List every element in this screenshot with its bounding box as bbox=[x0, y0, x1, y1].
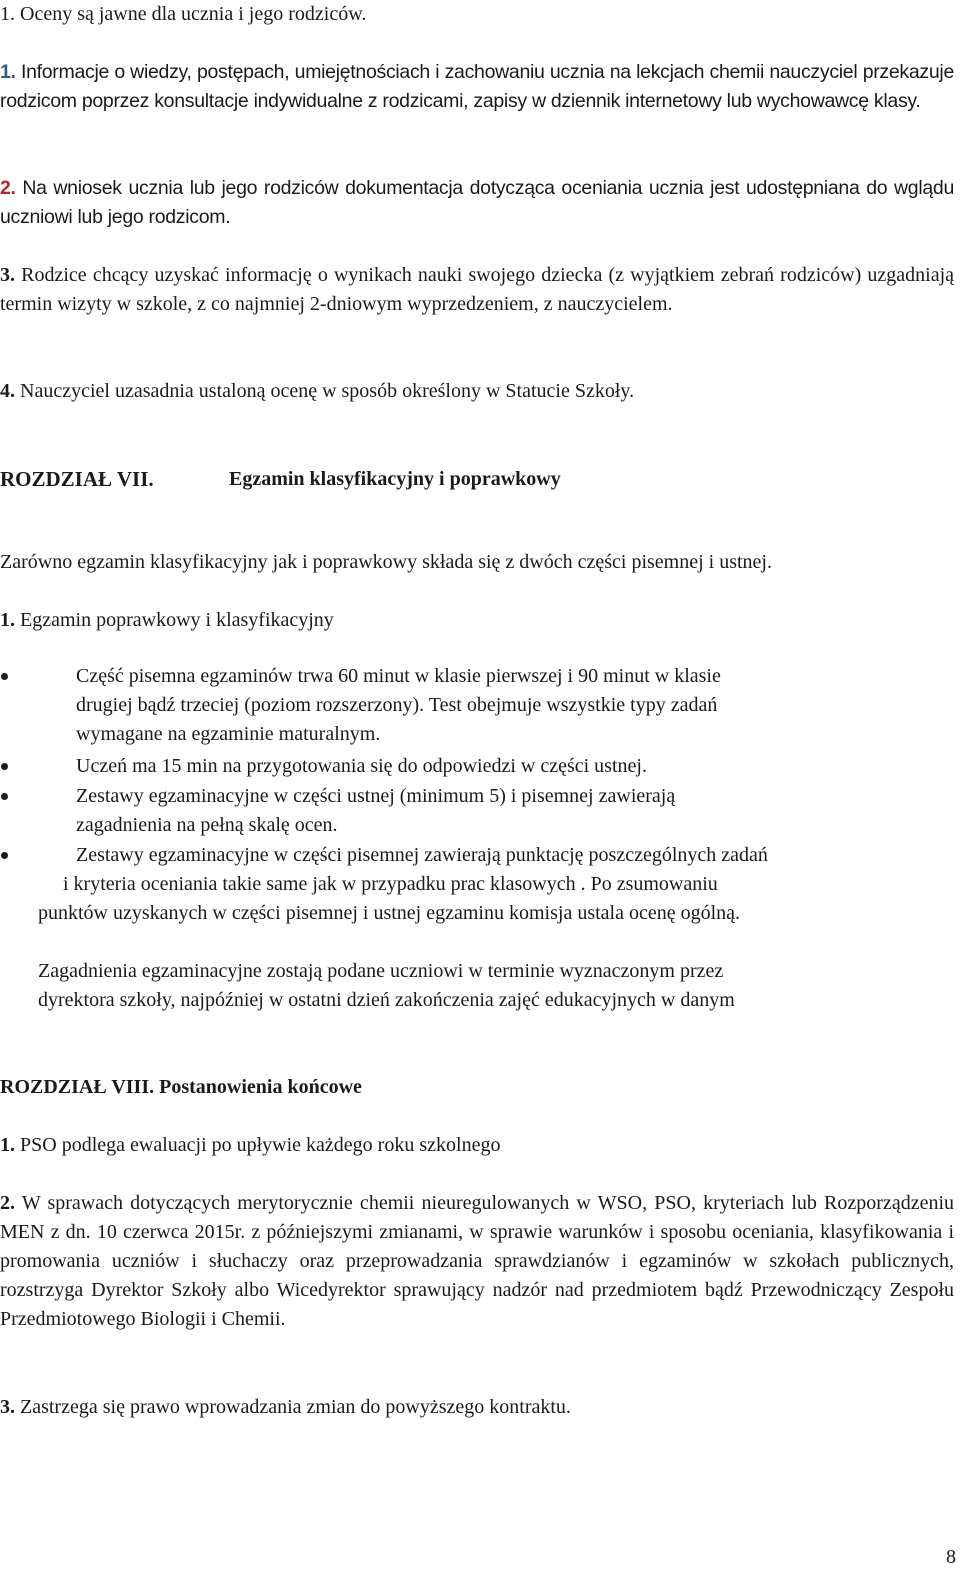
subheading-number: 1. bbox=[0, 609, 15, 631]
chapter-8-paragraph-3: 3. Zastrzega się prawo wprowadzania zmian do powyższego kontraktu. bbox=[0, 1396, 571, 1418]
chapter-8-heading: ROZDZIAŁ VIII. Postanowienia końcowe bbox=[0, 1076, 362, 1098]
bullet-dot-icon bbox=[1, 793, 8, 800]
bullet-item: Zestawy egzaminacyjne w części ustnej (minimum 5) i pisemnej zawierają zagadnienia na pełną skalę ocen. bbox=[38, 782, 954, 840]
bullet-dot-icon bbox=[1, 852, 8, 859]
chapter-8-paragraph-1: 1. PSO podlega ewaluacji po upływie każdego roku szkolnego bbox=[0, 1134, 501, 1156]
chapter-7-closing: Zagadnienia egzaminacyjne zostają podane uczniowi w terminie wyznaczonym przez dyrektora szkoły, najpóźniej w ostatni dzień zakończenia zajęć edukacyjnych w danym bbox=[38, 960, 735, 1011]
paragraph-number: 1. bbox=[0, 1134, 15, 1156]
paragraph-number: 2. bbox=[0, 1192, 15, 1214]
bullet-dot-icon bbox=[1, 673, 8, 680]
info-paragraph-1: 1. Informacje o wiedzy, postępach, umiejętnościach i zachowaniu ucznia na lekcjach chemii nauczyciel przekazuje rodzicom poprzez konsultacje indywidualne z rodzicami, zapisy w dziennik internetowy lub wychowawcę klasy. bbox=[0, 61, 954, 112]
paragraph-number: 3. bbox=[0, 264, 15, 286]
page-number: 8 bbox=[946, 1546, 956, 1568]
paragraph-number: 3. bbox=[0, 1396, 15, 1418]
bullet-item: Część pisemna egzaminów trwa 60 minut w klasie pierwszej i 90 minut w klasie drugiej bądź trzeciej (poziom rozszerzony). Test obejmuje wszystkie typy zadań wymagane na egzaminie maturalnym. bbox=[38, 662, 954, 749]
bullet-dot-icon bbox=[1, 763, 8, 770]
bullet-item: Uczeń ma 15 min na przygotowania się do odpowiedzi w części ustnej. bbox=[38, 752, 954, 781]
info-paragraph-4: 4. Nauczyciel uzasadnia ustaloną ocenę w sposób określony w Statucie Szkoły. bbox=[0, 380, 635, 402]
info-paragraph-2: 2. Na wniosek ucznia lub jego rodziców dokumentacja dotycząca oceniania ucznia jest udostępniana do wglądu uczniowi lub jego rodzicom. bbox=[0, 177, 954, 228]
chapter-7-title: Egzamin klasyfikacyjny i poprawkowy bbox=[229, 468, 561, 490]
chapter-7-intro: Zarówno egzamin klasyfikacyjny jak i poprawkowy składa się z dwóch części pisemnej i ustnej. bbox=[0, 551, 772, 573]
paragraph-number: 4. bbox=[0, 380, 15, 402]
chapter-7-label: ROZDZIAŁ VII. bbox=[0, 467, 154, 491]
info-paragraph-3: 3. Rodzice chcący uzyskać informację o wynikach nauki swojego dziecka (z wyjątkiem zebrań rodziców) uzgadniają termin wizyty w szkole, z co najmniej 2-dniowym wyprzedzeniem, z nauczycielem. bbox=[0, 264, 955, 315]
paragraph-number: 1. bbox=[0, 61, 16, 83]
bullet-item: Zestawy egzaminacyjne w części pisemnej zawierają punktację poszczególnych zadań i kryteria oceniania takie same jak w przypadku prac klasowych . Po zsumowaniu punktów uzyskanych w części pisemnej i ustnej egzaminu komisja ustala ocenę ogólną. bbox=[38, 841, 954, 928]
paragraph-number: 2. bbox=[0, 177, 16, 199]
chapter-8-paragraph-2: 2. W sprawach dotyczących merytorycznie chemii nieuregulowanych w WSO, PSO, kryteriach lub Rozporządzeniu MEN z dn. 10 czerwca 2015r. z późniejszymi zmianami, w sprawie warunków i sposobu oceniania, klasyfikowania i promowania uczniów i słuchaczy oraz przeprowadzania sprawdzianów i egzaminów w szkołach publicznych, rozstrzyga Dyrektor Szkoły albo Wicedyrektor sprawujący nadzór nad przedmiotem bądź Przewodniczący Zespołu Przedmiotowego Biologii i Chemii. bbox=[0, 1192, 955, 1330]
chapter-7-subheading: 1. Egzamin poprawkowy i klasyfikacyjny bbox=[0, 609, 334, 631]
top-line: 1. Oceny są jawne dla ucznia i jego rodziców. bbox=[0, 3, 367, 25]
